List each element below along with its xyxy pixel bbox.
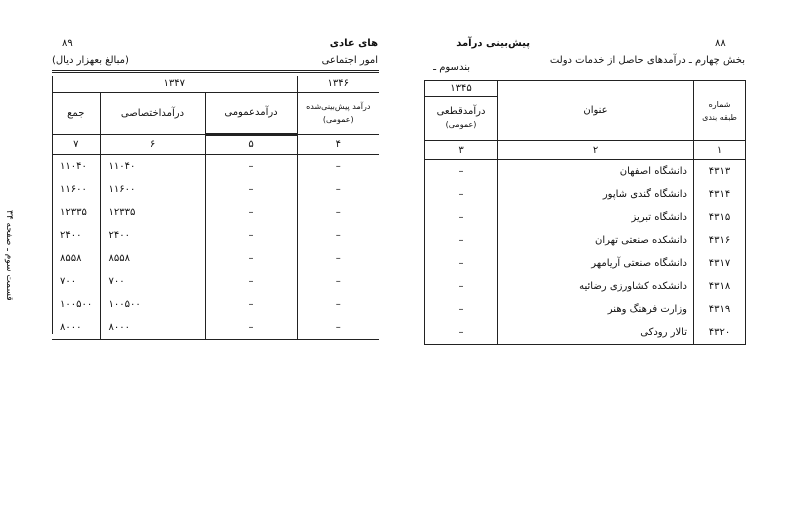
left-header-rule [52, 70, 379, 71]
row-code: ۴۳۱۷ [694, 252, 746, 275]
left-page-title: های عادی [329, 38, 378, 49]
col3-header-line1: درآمدقطعی [436, 106, 486, 117]
col1-header-line2: طبقه بندی [702, 112, 737, 122]
left-page-number: ۸۹ [62, 38, 73, 49]
cell-c7: ۱۲۳۳۵ [60, 206, 87, 218]
table-row [425, 229, 746, 252]
cell-c7: ۸۵۵۸ [60, 252, 82, 264]
table-row [52, 316, 379, 340]
year-1347: ۱۳۴۷ [52, 76, 297, 92]
row-code: ۴۳۲۰ [694, 321, 746, 345]
cell-c5: – [205, 201, 297, 224]
col-number: ۲ [498, 141, 694, 160]
left-table [52, 76, 379, 340]
col4-header [297, 92, 379, 134]
table-row [425, 160, 746, 184]
row-value: – [458, 327, 464, 338]
row-title: دانشکده صنعتی تهران [498, 229, 694, 252]
table-row [425, 252, 746, 275]
row-title: دانشکده کشاورزی رضائیه [498, 275, 694, 298]
cell-c7: ۱۰۰۵۰۰ [60, 298, 93, 310]
table-row [52, 201, 379, 224]
cell-c4: – [297, 224, 379, 247]
cell-c6: ۸۰۰۰ [100, 316, 205, 340]
left-table-outer-edge [52, 76, 53, 334]
left-header-rule-2 [52, 72, 379, 73]
cell-c5: – [205, 178, 297, 201]
cell-c7: ۲۴۰۰ [60, 229, 82, 241]
row-title: وزارت فرهنگ وهنر [498, 298, 694, 321]
col4-header-line1: درآمد پیش‌بینی‌شده [306, 102, 371, 111]
cell-c7: ۱۱۰۴۰ [60, 160, 87, 172]
cell-c4: – [297, 201, 379, 224]
cell-c4: – [297, 293, 379, 316]
cell-c6: ۱۲۳۳۵ [100, 201, 205, 224]
right-page-subtitle: بخش چهارم ـ درآمدهای حاصل از خدمات دولت [549, 55, 745, 66]
row-value: – [458, 189, 464, 200]
col3-header-line2: (عمومی) [445, 120, 477, 129]
row-title: تالار رودکی [498, 321, 694, 345]
row-value: – [458, 235, 464, 246]
cell-c5: – [205, 270, 297, 293]
cell-c4: – [297, 178, 379, 201]
table-row [52, 224, 379, 247]
row-value: – [458, 281, 464, 292]
row-value: – [458, 212, 464, 223]
col1-header-line1: شماره [708, 99, 731, 109]
col2-header: عنوان [498, 81, 694, 141]
row-value: – [458, 304, 464, 315]
cell-c6: ۱۱۶۰۰ [100, 178, 205, 201]
right-page-title: پیش‌بینی درآمد [456, 38, 530, 49]
table-row [425, 298, 746, 321]
row-code: ۴۳۱۳ [694, 160, 746, 184]
cell-c4: – [297, 316, 379, 340]
right-table [424, 80, 746, 345]
row-title: دانشگاه اصفهان [498, 160, 694, 184]
row-value: – [458, 258, 464, 269]
left-page-subtitle: امور اجتماعی [321, 55, 378, 66]
table-row [425, 321, 746, 345]
cell-c6: ۲۴۰۰ [100, 224, 205, 247]
cell-c7: ۷۰۰ [60, 275, 77, 287]
cell-c6: ۱۱۰۴۰ [100, 154, 205, 178]
row-code: ۴۳۱۴ [694, 183, 746, 206]
col3-year: ۱۳۴۵ [425, 81, 497, 97]
cell-c4: – [297, 270, 379, 293]
cell-c7: ۸۰۰۰ [60, 321, 82, 333]
col-number: ۷ [52, 134, 100, 154]
row-value: – [458, 166, 464, 177]
table-row [425, 206, 746, 229]
col7-header: جمع [67, 107, 85, 119]
cell-c7: ۱۱۶۰۰ [60, 183, 87, 195]
row-title: دانشگاه گندی شاپور [498, 183, 694, 206]
table-row [52, 293, 379, 316]
cell-c4: – [297, 154, 379, 178]
table-row [425, 183, 746, 206]
col-number: ۳ [425, 141, 498, 160]
row-code: ۴۳۱۵ [694, 206, 746, 229]
year-1346: ۱۳۴۶ [297, 76, 379, 92]
cell-c4: – [297, 247, 379, 270]
cell-c5: – [205, 247, 297, 270]
cell-c6: ۷۰۰ [100, 270, 205, 293]
col1-header [694, 81, 746, 141]
cell-c6: ۱۰۰۵۰۰ [100, 293, 205, 316]
table-row [52, 247, 379, 270]
cell-c5: – [205, 154, 297, 178]
right-page-number: ۸۸ [715, 38, 726, 49]
row-code: ۴۳۱۸ [694, 275, 746, 298]
col-number: ۱ [694, 141, 746, 160]
table-row [52, 178, 379, 201]
row-title: دانشگاه تبریز [498, 206, 694, 229]
col-number: ۵ [205, 134, 297, 154]
table-row [52, 270, 379, 293]
col5-header: درآمدعمومی [205, 92, 297, 134]
section-label: بندسوم ـ [433, 62, 470, 73]
units-note: (مبالغ بعهزار دیال) [52, 55, 129, 66]
col-number: ۶ [100, 134, 205, 154]
col4-header-line2: (عمومی) [322, 115, 354, 124]
cell-c6: ۸۵۵۸ [100, 247, 205, 270]
col-number: ۴ [297, 134, 379, 154]
cell-c5: – [205, 224, 297, 247]
row-title: دانشگاه صنعتی آریامهر [498, 252, 694, 275]
col6-header: درآمداختصاصی [100, 92, 205, 134]
side-note: قسمت سوم ـ صفحه ۳۴ [4, 210, 14, 301]
row-code: ۴۳۱۶ [694, 229, 746, 252]
cell-c5: – [205, 293, 297, 316]
cell-c5: – [205, 316, 297, 340]
table-row [52, 154, 379, 178]
col3-header [425, 81, 498, 141]
row-code: ۴۳۱۹ [694, 298, 746, 321]
table-row [425, 275, 746, 298]
